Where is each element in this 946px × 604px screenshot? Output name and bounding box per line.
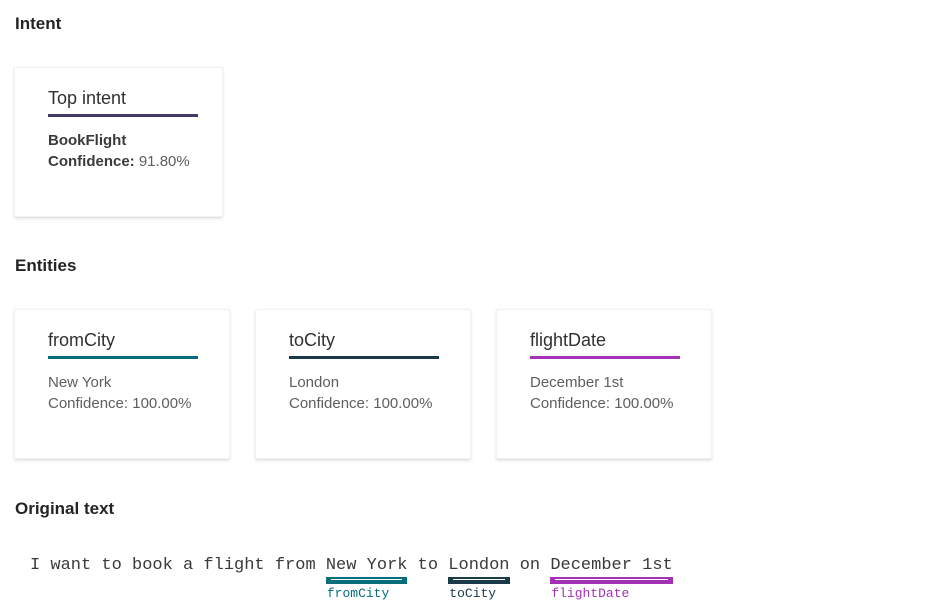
entity-confidence-line: Confidence: 100.00% (48, 395, 192, 412)
entity-confidence-line: Confidence: 100.00% (530, 395, 674, 412)
entity-card-title-underline (289, 330, 439, 359)
entity-card-title-underline (48, 330, 198, 359)
entity-span-text: December 1st (550, 556, 672, 579)
entity-cards-row (14, 309, 946, 459)
entity-value: December 1st (530, 374, 624, 391)
entity-card-title-underline (530, 330, 680, 359)
entity-card-title: fromCity (48, 330, 115, 350)
original-text-section-title: Original text (15, 499, 115, 518)
intent-section-title: Intent (15, 14, 62, 33)
intent-confidence-label: Confidence: (48, 153, 135, 170)
intent-card (14, 67, 223, 217)
plain-text-segment: I want to book a flight from (30, 556, 326, 575)
intent-card-body (48, 130, 208, 172)
entity-span (448, 556, 510, 601)
entity-value: London (289, 374, 340, 391)
original-text-sentence (30, 556, 946, 604)
entity-card (14, 309, 230, 459)
entity-span (550, 556, 673, 601)
entity-span-text: New York (326, 556, 408, 579)
entity-card-body (289, 372, 456, 414)
intent-name: BookFlight (48, 132, 127, 149)
entity-card (496, 309, 712, 459)
intent-card-title-underline (48, 88, 198, 117)
entity-span-bar (550, 580, 672, 584)
entity-card-body (48, 372, 215, 414)
plain-text-segment: on (509, 556, 551, 575)
entity-span-bar (326, 580, 408, 584)
entities-section-title: Entities (15, 256, 77, 275)
intent-confidence-value: 91.80% (138, 153, 190, 170)
entity-card (255, 309, 471, 459)
entity-span (325, 556, 408, 601)
intent-confidence-line (48, 151, 208, 172)
entity-confidence-line: Confidence: 100.00% (289, 395, 433, 412)
entity-card-title: toCity (289, 330, 336, 350)
entity-span-label: flightDate (551, 586, 630, 601)
entity-span-label: toCity (449, 586, 497, 601)
entity-span-text: London (448, 556, 509, 579)
entity-card-body (530, 372, 697, 414)
entity-span-bar (448, 580, 509, 584)
intent-card-title: Top intent (48, 88, 127, 108)
plain-text-segment: to (407, 556, 449, 575)
entity-span-label: fromCity (326, 586, 390, 601)
entity-card-title: flightDate (530, 330, 607, 350)
entity-value: New York (48, 374, 112, 391)
